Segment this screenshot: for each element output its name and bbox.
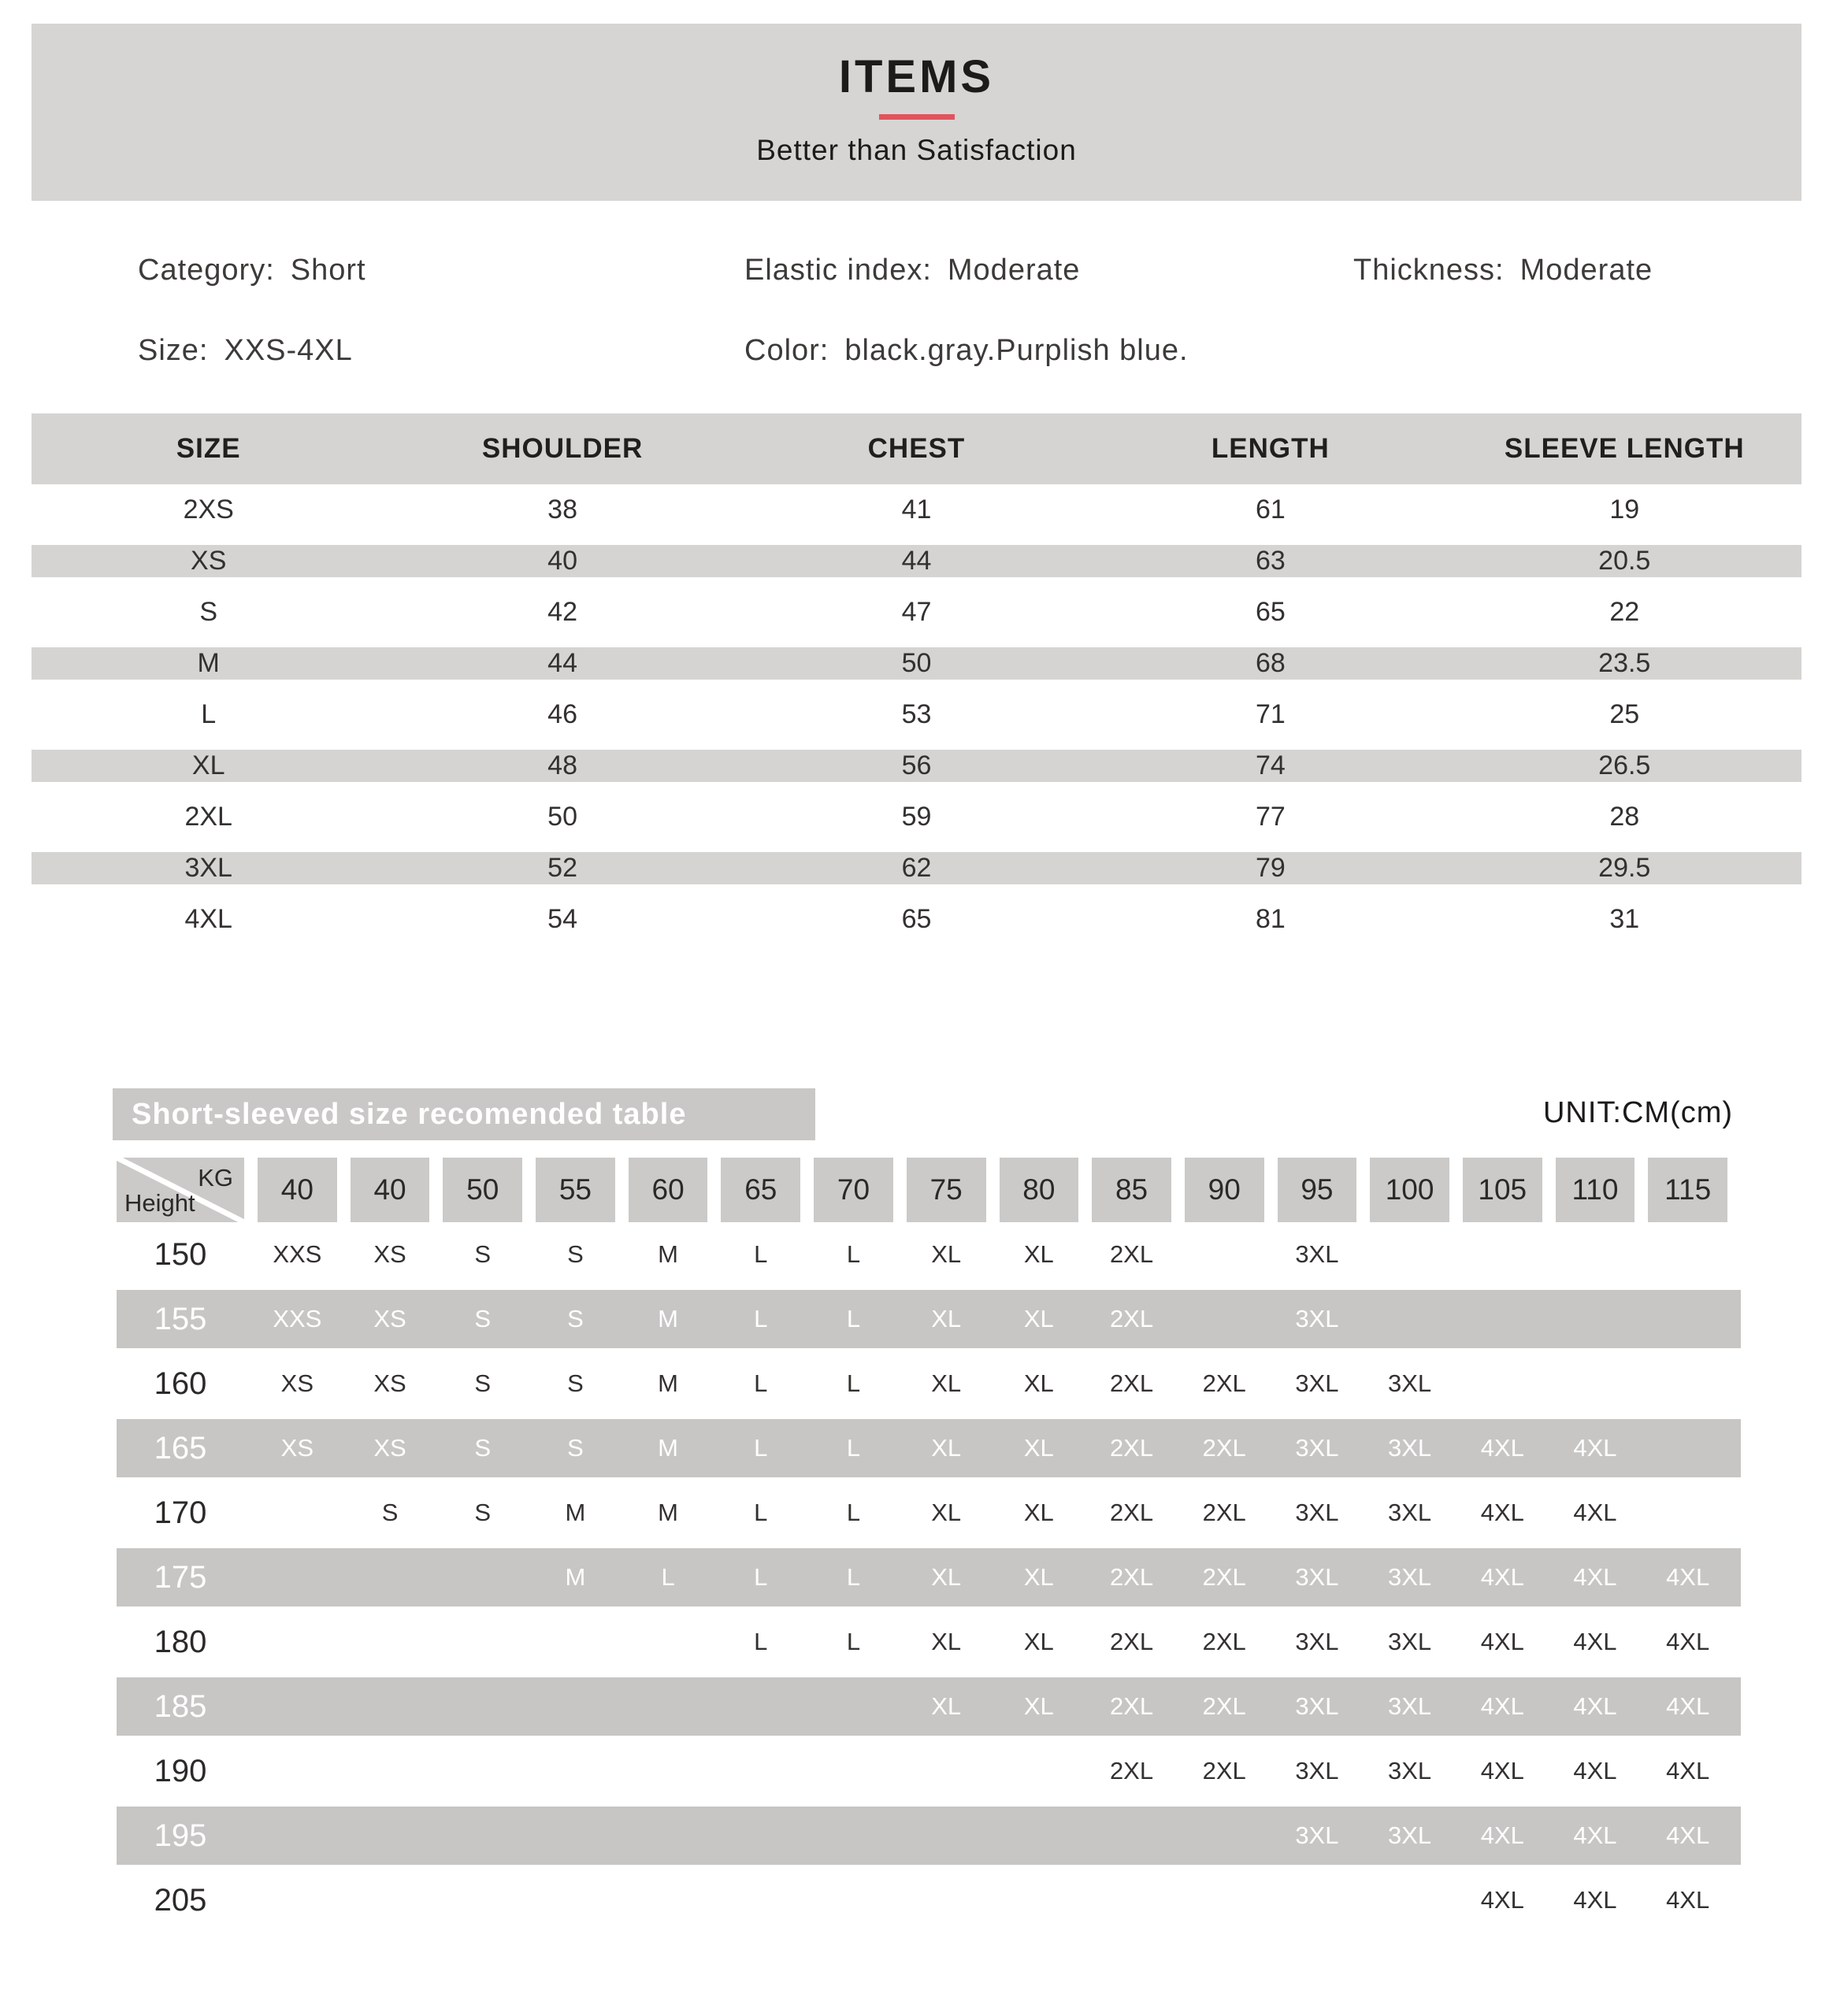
cell: 50 [901,648,932,678]
size-cell: 3XL [1388,1499,1432,1526]
size-cell: 2XL [1109,1757,1154,1784]
size-cell: L [661,1563,675,1591]
size-cell: XS [280,1369,314,1397]
cell: XL [191,750,225,780]
size-cell: XL [1023,1434,1054,1462]
size-cell: 3XL [1295,1757,1339,1784]
kg-column-header: 85 [1092,1158,1171,1222]
size-cell: 4XL [1480,1563,1524,1591]
info-thickness [1353,254,1653,287]
size-cell: 2XL [1109,1499,1154,1526]
size-cell: 4XL [1573,1499,1617,1526]
height-label: 155 [154,1301,207,1336]
size-cell: L [846,1563,861,1591]
size-cell: L [754,1628,768,1655]
size-cell: M [658,1305,678,1332]
cell: 19 [1609,495,1640,524]
column-header-length: LENGTH [1211,433,1330,464]
cell: 71 [1255,699,1286,729]
info-size-label: Size: [138,334,209,367]
table-row [32,894,1801,945]
info-color [744,334,1189,368]
recommend-row [117,1480,1741,1545]
height-label: 175 [154,1559,207,1595]
size-cell: XL [931,1434,962,1462]
column-header-shoulder: SHOULDER [481,433,644,464]
kg-column-header: 40 [351,1158,430,1222]
cell: 25 [1609,699,1640,729]
cell: 22 [1609,597,1640,627]
corner-kg-label: KG [198,1164,233,1191]
size-cell: 2XL [1109,1434,1154,1462]
cell: 50 [547,802,577,832]
cell: 56 [901,750,932,780]
size-cell: L [846,1499,861,1526]
recommend-table-title: Short-sleeved size recomended table [113,1088,815,1140]
info-elastic-label: Elastic index: [744,254,932,287]
size-cell: S [474,1305,492,1332]
size-cell: M [658,1240,678,1268]
size-cell: XXS [273,1240,322,1268]
cell: 79 [1255,853,1286,883]
cell: 47 [901,597,932,627]
info-color-value: black.gray.Purplish blue. [844,334,1189,367]
kg-column-header: 75 [907,1158,986,1222]
size-cell: 3XL [1388,1692,1432,1720]
size-table-header [32,413,1801,484]
size-cell: S [381,1499,399,1526]
size-cell: 4XL [1573,1692,1617,1720]
size-cell: 2XL [1202,1692,1246,1720]
size-table [32,413,1801,945]
size-cell: S [474,1240,492,1268]
size-cell: 4XL [1573,1886,1617,1914]
size-cell: 4XL [1480,1886,1524,1914]
corner-cell [117,1158,244,1222]
cell: 48 [547,750,577,780]
size-cell: 3XL [1295,1369,1339,1397]
size-cell: XL [931,1240,962,1268]
size-cell: 2XL [1202,1499,1246,1526]
size-cell: S [567,1305,584,1332]
size-cell: L [754,1369,768,1397]
size-cell: XL [931,1499,962,1526]
recommend-row [117,1803,1741,1868]
size-cell: XL [1023,1692,1054,1720]
kg-column-header: 50 [443,1158,522,1222]
size-cell: XL [931,1369,962,1397]
recommend-row [117,1545,1741,1610]
cell: 42 [547,597,577,627]
size-cell: 4XL [1573,1757,1617,1784]
height-label: 195 [154,1818,207,1853]
title-underline [879,114,955,120]
size-cell: L [846,1434,861,1462]
recommend-row [117,1416,1741,1480]
kg-column-header: 70 [814,1158,893,1222]
height-label: 205 [154,1882,207,1918]
size-cell: L [846,1628,861,1655]
size-cell: 3XL [1295,1434,1339,1462]
recommend-row [117,1351,1741,1416]
cell: 61 [1255,495,1286,524]
size-cell: 3XL [1295,1692,1339,1720]
cell: 28 [1609,802,1640,832]
cell: 26.5 [1598,750,1651,780]
size-cell: 3XL [1295,1628,1339,1655]
size-cell: L [846,1369,861,1397]
size-cell: L [754,1499,768,1526]
size-cell: 2XL [1202,1757,1246,1784]
recommend-table [117,1158,1741,1933]
height-label: 190 [154,1753,207,1788]
kg-column-header: 55 [536,1158,615,1222]
size-cell: 3XL [1388,1821,1432,1849]
size-cell: M [565,1563,586,1591]
kg-column-header: 95 [1278,1158,1357,1222]
recommend-row [117,1222,1741,1287]
size-cell: 2XL [1202,1434,1246,1462]
size-cell: 3XL [1295,1240,1339,1268]
height-label: 165 [154,1430,207,1466]
cell: 31 [1609,904,1640,934]
size-cell: 3XL [1388,1369,1432,1397]
table-row [32,536,1801,587]
table-row [32,791,1801,843]
cell: 65 [901,904,932,934]
cell: 65 [1255,597,1286,627]
size-cell: S [474,1369,492,1397]
size-cell: XS [373,1305,406,1332]
cell: 3XL [184,853,232,883]
size-cell: 4XL [1666,1628,1710,1655]
cell: 59 [901,802,932,832]
table-row [32,689,1801,740]
info-category [138,254,366,287]
height-label: 185 [154,1688,207,1724]
unit-label: UNIT:CM(cm) [1542,1096,1733,1129]
kg-column-header: 65 [721,1158,800,1222]
size-cell: 4XL [1480,1499,1524,1526]
info-category-label: Category: [138,254,275,287]
cell: 20.5 [1598,546,1651,576]
size-cell: XL [1023,1369,1054,1397]
size-cell: S [567,1434,584,1462]
cell: 38 [547,495,577,524]
size-cell: 4XL [1573,1821,1617,1849]
size-cell: XL [931,1628,962,1655]
cell: 54 [547,904,577,934]
column-header-chest: CHEST [867,433,966,464]
size-cell: XXS [273,1305,322,1332]
cell: 40 [547,546,577,576]
size-cell: XS [373,1240,406,1268]
kg-column-header: 105 [1463,1158,1542,1222]
cell: XS [191,546,227,576]
size-cell: L [754,1563,768,1591]
cell: 77 [1255,802,1286,832]
size-cell: S [474,1434,492,1462]
size-cell: L [846,1240,861,1268]
size-cell: 3XL [1295,1563,1339,1591]
size-cell: XS [373,1369,406,1397]
cell: M [197,648,220,678]
cell: 2XL [184,802,232,832]
size-cell: L [754,1240,768,1268]
size-cell: XL [1023,1240,1054,1268]
size-cell: L [754,1434,768,1462]
size-cell: 4XL [1666,1886,1710,1914]
size-cell: 3XL [1388,1434,1432,1462]
kg-column-header: 90 [1185,1158,1264,1222]
table-row [32,587,1801,638]
size-cell: 2XL [1109,1369,1154,1397]
cell: 29.5 [1598,853,1651,883]
size-cell: 3XL [1295,1499,1339,1526]
size-cell: M [658,1434,678,1462]
recommend-row [117,1610,1741,1674]
size-cell: 3XL [1295,1821,1339,1849]
kg-column-header: 100 [1370,1158,1449,1222]
kg-column-header: 110 [1556,1158,1635,1222]
size-cell: 3XL [1388,1757,1432,1784]
cell: 68 [1255,648,1286,678]
size-cell: XL [1023,1499,1054,1526]
cell: 81 [1255,904,1286,934]
header-banner [32,24,1801,201]
cell: 53 [901,699,932,729]
cell: 41 [901,495,932,524]
recommend-row [117,1868,1741,1933]
height-label: 170 [154,1495,207,1530]
size-cell: XL [931,1305,962,1332]
kg-column-header: 60 [629,1158,708,1222]
size-cell: S [474,1499,492,1526]
size-cell: 4XL [1666,1563,1710,1591]
size-cell: XL [1023,1563,1054,1591]
size-cell: 3XL [1388,1563,1432,1591]
info-category-value: Short [290,254,366,287]
size-cell: 4XL [1480,1821,1524,1849]
info-size-value: XXS-4XL [224,334,353,367]
size-cell: S [567,1240,584,1268]
size-cell: 4XL [1666,1821,1710,1849]
size-cell: XS [280,1434,314,1462]
cell: 74 [1255,750,1286,780]
size-cell: 4XL [1480,1692,1524,1720]
size-cell: 3XL [1388,1628,1432,1655]
info-thickness-label: Thickness: [1353,254,1505,287]
size-cell: XL [931,1563,962,1591]
size-cell: L [846,1305,861,1332]
size-cell: 2XL [1202,1369,1246,1397]
kg-column-header: 40 [258,1158,337,1222]
table-row [32,484,1801,536]
column-header-sleeve-length: SLEEVE LENGTH [1504,433,1745,464]
size-cell: 3XL [1295,1305,1339,1332]
cell: L [201,699,217,729]
info-elastic [744,254,1080,287]
cell: 62 [901,853,932,883]
size-cell: 2XL [1109,1628,1154,1655]
table-row [32,843,1801,894]
height-label: 160 [154,1366,207,1401]
column-header-size: SIZE [176,433,241,464]
size-cell: M [658,1369,678,1397]
cell: 46 [547,699,577,729]
size-cell: M [565,1499,586,1526]
info-color-label: Color: [744,334,829,367]
kg-column-header: 80 [1000,1158,1079,1222]
size-cell: XS [373,1434,406,1462]
recommend-row [117,1287,1741,1351]
info-thickness-value: Moderate [1519,254,1653,287]
size-cell: 4XL [1480,1628,1524,1655]
cell: 52 [547,853,577,883]
table-row [32,740,1801,791]
size-cell: M [658,1499,678,1526]
size-cell: 2XL [1109,1305,1154,1332]
cell: 2XS [183,495,234,524]
size-cell: XL [1023,1305,1054,1332]
size-cell: XL [931,1692,962,1720]
recommend-row [117,1739,1741,1803]
size-cell: 2XL [1109,1563,1154,1591]
size-cell: XL [1023,1628,1054,1655]
table-row [32,638,1801,689]
size-cell: S [567,1369,584,1397]
cell: 44 [547,648,577,678]
size-cell: 4XL [1573,1434,1617,1462]
size-cell: 2XL [1109,1692,1154,1720]
height-label: 150 [154,1236,207,1272]
recommend-row [117,1674,1741,1739]
size-cell: L [754,1305,768,1332]
size-cell: 2XL [1202,1628,1246,1655]
size-cell: 2XL [1109,1240,1154,1268]
size-cell: 4XL [1666,1757,1710,1784]
kg-column-header: 115 [1648,1158,1727,1222]
size-cell: 4XL [1573,1563,1617,1591]
cell: 63 [1255,546,1286,576]
size-cell: 4XL [1480,1757,1524,1784]
size-cell: 4XL [1480,1434,1524,1462]
corner-height-label: Height [124,1189,195,1217]
info-elastic-value: Moderate [947,254,1081,287]
height-label: 180 [154,1624,207,1659]
recommend-table-header [117,1158,1741,1222]
cell: 4XL [184,904,232,934]
header-subtitle: Better than Satisfaction [756,134,1077,166]
cell: S [199,597,218,627]
cell: 23.5 [1598,648,1651,678]
cell: 44 [901,546,932,576]
size-cell: 4XL [1666,1692,1710,1720]
size-cell: 4XL [1573,1628,1617,1655]
page-title: ITEMS [838,51,995,102]
size-cell: 2XL [1202,1563,1246,1591]
info-size [138,334,353,368]
